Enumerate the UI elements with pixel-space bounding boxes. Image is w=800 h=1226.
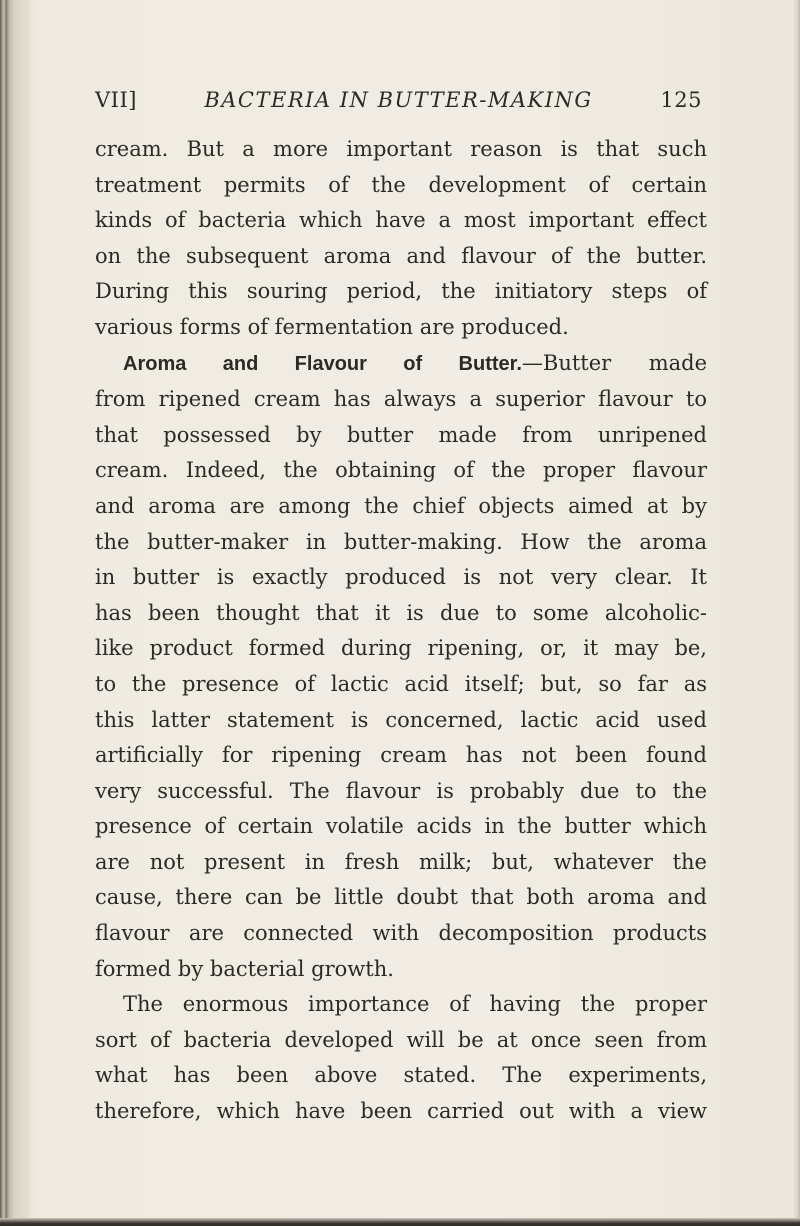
section-heading: Aroma and Flavour of Butter.	[123, 352, 522, 375]
text-line: formed by bacterial growth.	[95, 956, 394, 981]
text-line: cream. But a more important reason is that such	[95, 137, 707, 161]
page-bottom-edge	[0, 1218, 800, 1226]
paragraph-3	[95, 987, 707, 1129]
text-line: what has been above stated. The experiments,	[95, 1063, 707, 1088]
text-line: are not present in fresh milk; but, whatever the	[95, 849, 707, 874]
paragraph-1	[95, 132, 707, 346]
text-line: artificially for ripening cream has not been found	[95, 743, 707, 768]
text-run: —Butter made	[521, 350, 707, 375]
section-heading-line	[95, 346, 707, 383]
running-title: BACTERIA IN BUTTER-MAKING	[204, 88, 593, 112]
body-text	[95, 132, 707, 1130]
text-line: treatment permits of the development of certain	[95, 172, 707, 197]
text-line: very successful. The flavour is probably due to the	[95, 778, 707, 803]
text-line: flavour are connected with decomposition products	[95, 921, 707, 946]
paragraph-2	[95, 346, 707, 988]
text-line: like product formed during ripening, or, it may be,	[95, 636, 707, 661]
text-line: in butter is exactly produced is not very clear. It	[95, 565, 707, 590]
text-line: on the subsequent aroma and flavour of the butter.	[95, 243, 707, 268]
text-line: kinds of bacteria which have a most important effect	[95, 208, 707, 233]
text-line: The enormous importance of having the proper	[123, 992, 707, 1017]
text-line: this latter statement is concerned, lactic acid used	[95, 707, 707, 732]
text-line: the butter-maker in butter-making. How the aroma	[95, 529, 707, 554]
running-header	[95, 88, 702, 118]
text-line: cause, there can be little doubt that both aroma and	[95, 885, 707, 910]
text-line: and aroma are among the chief objects aimed at by	[95, 493, 707, 518]
page-number: 125	[660, 88, 702, 112]
text-line: that possessed by butter made from unripened	[95, 422, 707, 447]
text-line: from ripened cream has always a superior flavour to	[95, 387, 707, 412]
text-line: various forms of fermentation are produced.	[95, 314, 569, 339]
text-line: sort of bacteria developed will be at once seen from	[95, 1027, 707, 1052]
text-line: presence of certain volatile acids in the butter which	[95, 814, 707, 839]
book-binding-edge	[0, 0, 30, 1226]
text-line: cream. Indeed, the obtaining of the proper flavour	[95, 458, 707, 483]
text-line: to the presence of lactic acid itself; but, so far as	[95, 671, 707, 696]
text-line: therefore, which have been carried out with a view	[95, 1099, 707, 1124]
chapter-number: VII]	[95, 88, 137, 112]
text-line: has been thought that it is due to some alcoholic-	[95, 600, 707, 625]
text-line: During this souring period, the initiatory steps of	[95, 279, 707, 304]
page-right-edge	[792, 0, 800, 1226]
